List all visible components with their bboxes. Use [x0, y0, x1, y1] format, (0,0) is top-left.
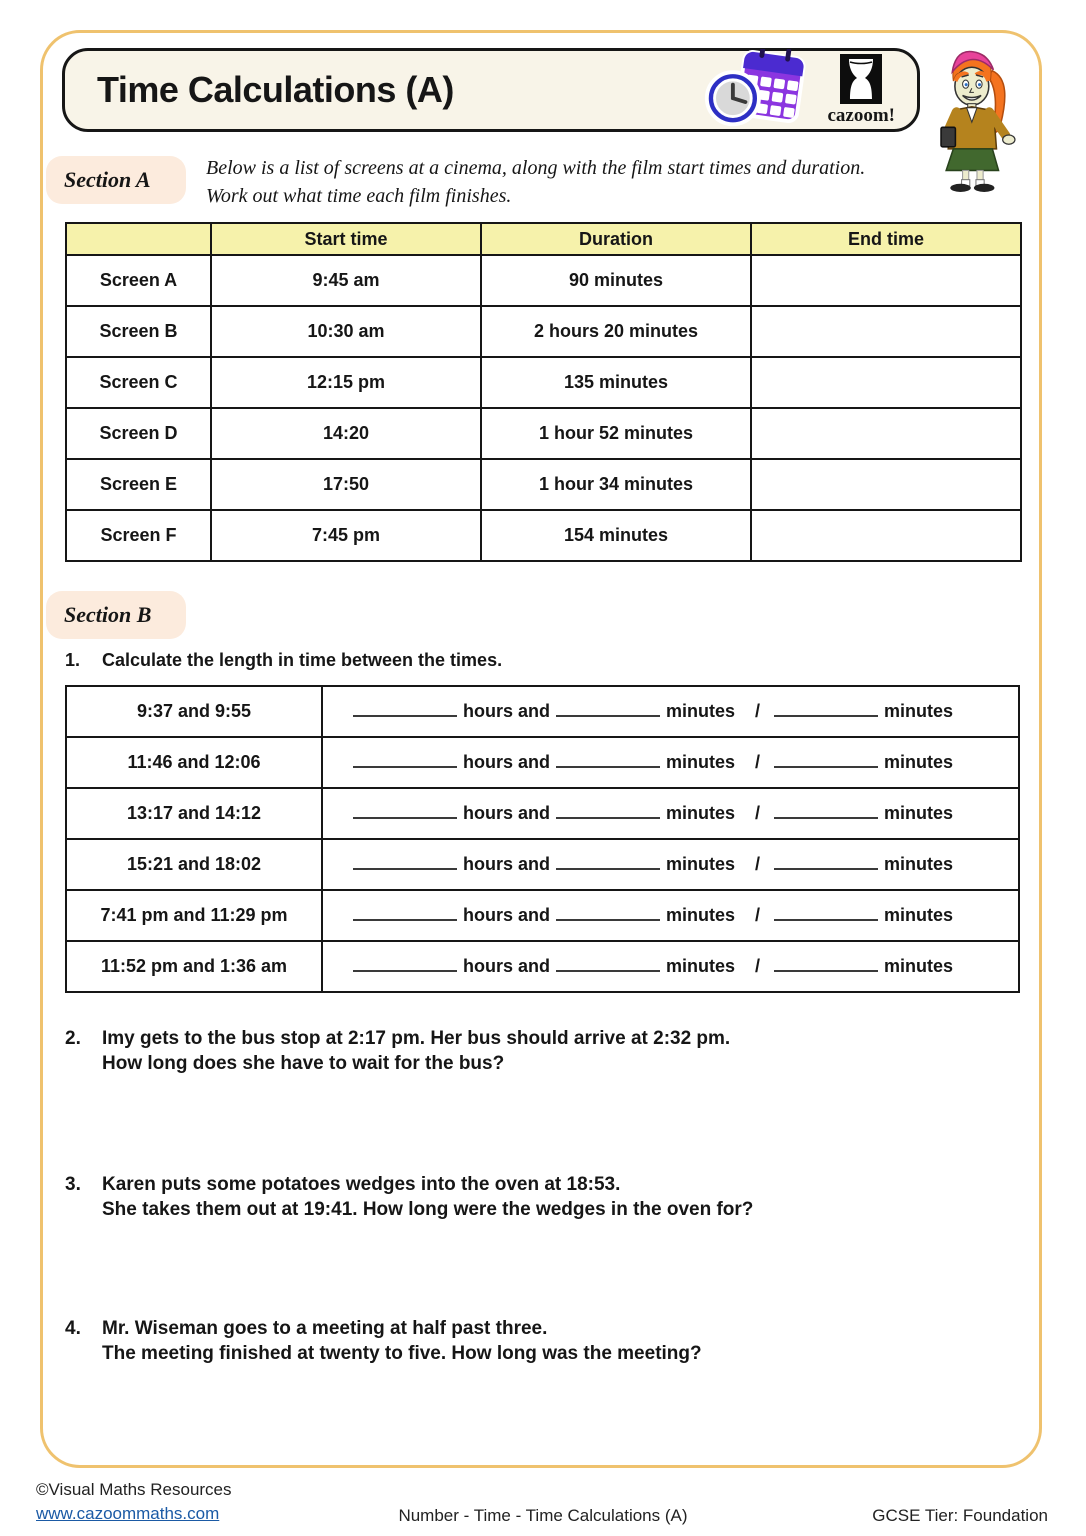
cazoom-wordmark: cazoom!	[827, 104, 895, 126]
cazoom-drum-icon	[840, 54, 882, 104]
table-a-header-duration: Duration	[481, 223, 751, 255]
answer-blank	[556, 957, 660, 972]
answer-blank	[556, 702, 660, 717]
question-number: 3.	[65, 1174, 81, 1195]
answer-cell: hours and minutes / minutes	[322, 890, 1019, 941]
cinema-times-table	[65, 222, 1022, 562]
table-row	[66, 255, 1021, 306]
answer-blank	[774, 804, 878, 819]
footer-tier-label: GCSE Tier: Foundation	[872, 1506, 1048, 1525]
end-time-answer-cell	[751, 306, 1021, 357]
question-text: Calculate the length in time between the times.	[102, 650, 503, 670]
start-time: 9:45 am	[211, 255, 481, 306]
end-time-answer-cell	[751, 459, 1021, 510]
start-time: 7:45 pm	[211, 510, 481, 561]
answer-blank	[556, 855, 660, 870]
clock-calendar-icon	[703, 49, 811, 131]
duration: 135 minutes	[481, 357, 751, 408]
question-2	[65, 1026, 995, 1076]
section-a-instructions	[206, 154, 996, 210]
start-time: 10:30 am	[211, 306, 481, 357]
table-a-header-row	[66, 223, 1021, 255]
answer-blank	[774, 957, 878, 972]
screen-name: Screen F	[66, 510, 211, 561]
table-row	[66, 408, 1021, 459]
answer-blank	[556, 753, 660, 768]
question-1	[65, 650, 502, 671]
screen-name: Screen C	[66, 357, 211, 408]
time-pair: 11:52 pm and 1:36 am	[66, 941, 322, 992]
table-row	[66, 788, 1019, 839]
footer-copyright: ©Visual Maths Resources	[36, 1480, 232, 1499]
duration: 154 minutes	[481, 510, 751, 561]
answer-blank	[353, 957, 457, 972]
title-banner	[62, 48, 920, 132]
answer-blank	[774, 855, 878, 870]
answer-blank	[556, 906, 660, 921]
screen-name: Screen B	[66, 306, 211, 357]
footer-website-link[interactable]: www.cazoommaths.com	[36, 1504, 220, 1523]
answer-cell: hours and minutes / minutes	[322, 788, 1019, 839]
end-time-answer-cell	[751, 255, 1021, 306]
duration: 2 hours 20 minutes	[481, 306, 751, 357]
answer-blank	[774, 702, 878, 717]
end-time-answer-cell	[751, 408, 1021, 459]
time-pair: 15:21 and 18:02	[66, 839, 322, 890]
answer-cell: hours and minutes / minutes	[322, 737, 1019, 788]
table-row	[66, 459, 1021, 510]
question-text: Karen puts some potatoes wedges into the oven at 18:53. She takes them out at 19:41. How long were the wedges in the oven for?	[102, 1174, 754, 1220]
table-row	[66, 941, 1019, 992]
time-pair: 11:46 and 12:06	[66, 737, 322, 788]
question-text: Mr. Wiseman goes to a meeting at half past three. The meeting finished at twenty to five. How long was the meeting?	[102, 1318, 702, 1364]
question-number: 2.	[65, 1028, 81, 1049]
table-row	[66, 839, 1019, 890]
answer-blank	[774, 753, 878, 768]
duration: 1 hour 34 minutes	[481, 459, 751, 510]
question-3	[65, 1172, 995, 1222]
answer-cell: hours and minutes / minutes	[322, 839, 1019, 890]
answer-blank	[353, 753, 457, 768]
answer-blank	[353, 906, 457, 921]
footer-worksheet-path: Number - Time - Time Calculations (A)	[398, 1506, 688, 1525]
duration: 90 minutes	[481, 255, 751, 306]
start-time: 14:20	[211, 408, 481, 459]
end-time-answer-cell	[751, 510, 1021, 561]
banner-icons	[703, 49, 901, 131]
table-a-header-start: Start time	[211, 223, 481, 255]
question-number: 4.	[65, 1318, 81, 1339]
end-time-answer-cell	[751, 357, 1021, 408]
time-difference-table	[65, 685, 1020, 993]
start-time: 12:15 pm	[211, 357, 481, 408]
table-row	[66, 737, 1019, 788]
answer-blank	[353, 702, 457, 717]
table-row	[66, 306, 1021, 357]
time-pair: 7:41 pm and 11:29 pm	[66, 890, 322, 941]
question-number: 1.	[65, 650, 81, 670]
table-a-header-end: End time	[751, 223, 1021, 255]
table-row	[66, 686, 1019, 737]
instruction-line: Below is a list of screens at a cinema, along with the film start times and duration.	[206, 157, 866, 179]
answer-cell: hours and minutes / minutes	[322, 686, 1019, 737]
table-row	[66, 357, 1021, 408]
start-time: 17:50	[211, 459, 481, 510]
question-text: Imy gets to the bus stop at 2:17 pm. Her bus should arrive at 2:32 pm. How long does she have to wait for the bus?	[102, 1028, 731, 1074]
answer-blank	[353, 855, 457, 870]
section-b-label: Section B	[46, 591, 186, 639]
screen-name: Screen E	[66, 459, 211, 510]
answer-blank	[774, 906, 878, 921]
duration: 1 hour 52 minutes	[481, 408, 751, 459]
answer-blank	[556, 804, 660, 819]
table-row	[66, 510, 1021, 561]
page-title: Time Calculations (A)	[97, 69, 454, 110]
instruction-line: Work out what time each film finishes.	[206, 185, 512, 207]
screen-name: Screen D	[66, 408, 211, 459]
cazoom-logo	[827, 54, 895, 127]
table-a-header-screen	[66, 223, 211, 255]
answer-cell: hours and minutes / minutes	[322, 941, 1019, 992]
screen-name: Screen A	[66, 255, 211, 306]
question-4	[65, 1316, 995, 1366]
answer-blank	[353, 804, 457, 819]
section-a-label: Section A	[46, 156, 186, 204]
time-pair: 13:17 and 14:12	[66, 788, 322, 839]
table-row	[66, 890, 1019, 941]
time-pair: 9:37 and 9:55	[66, 686, 322, 737]
